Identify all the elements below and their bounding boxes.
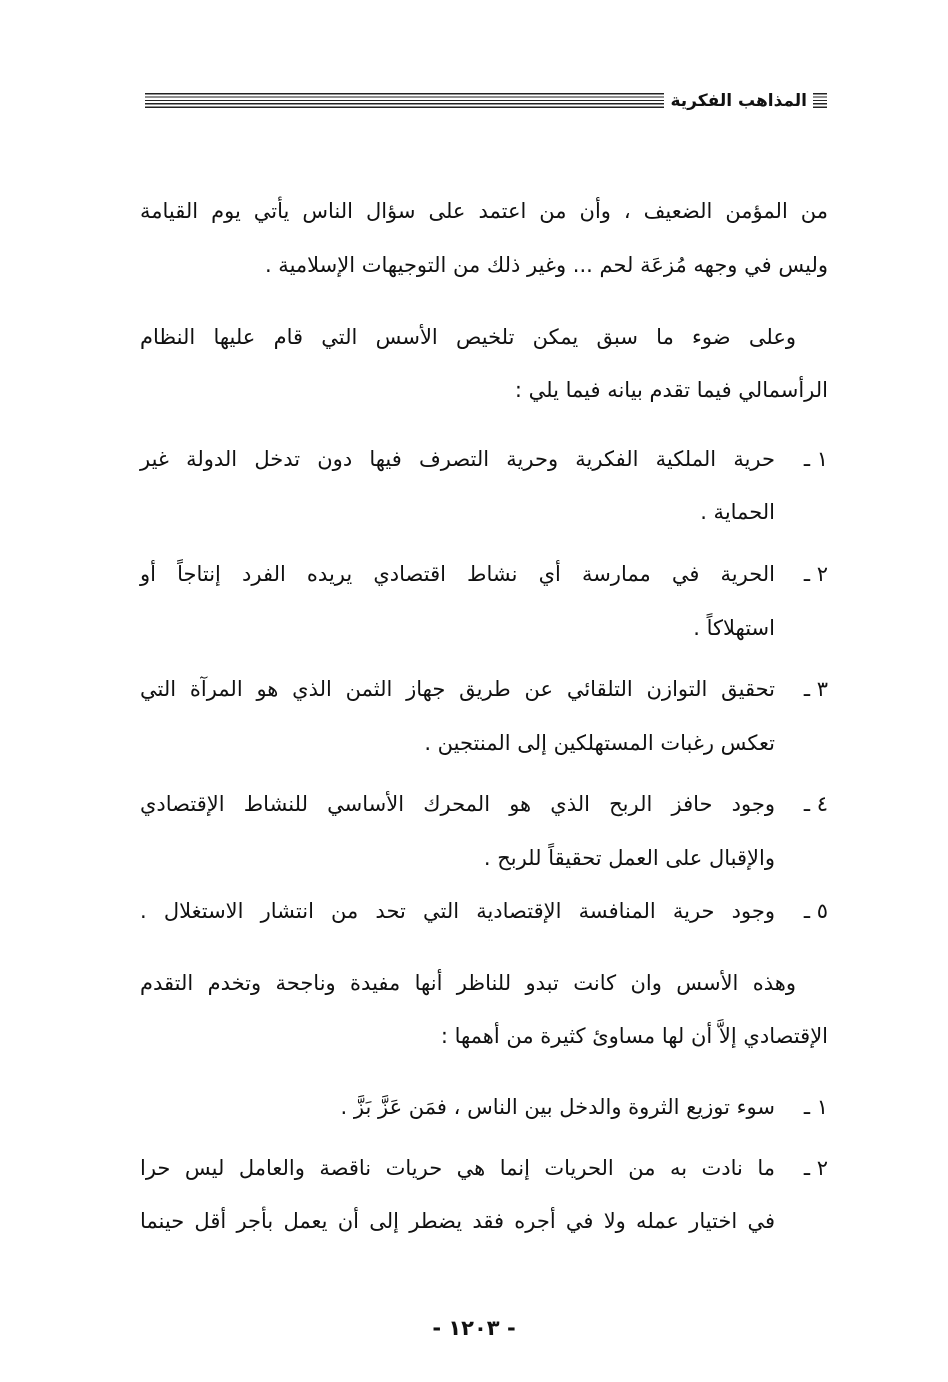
paragraph-1-line-1: من المؤمن الضعيف ، وأن من اعتمد على سؤال الناس يأتي يوم القيامة [140, 199, 828, 223]
list-item-line-2: استهلاكاً . [693, 616, 775, 640]
paragraph-3-line-1: وهذه الأسس وان كانت تبدو للناظر أنها مفيدة وناجحة وتخدم التقدم [140, 971, 796, 995]
list-item-number: ٢ ـ [803, 562, 828, 586]
paragraph-1-line-2: وليس في وجهه مُزعَة لحم ... وغير ذلك من التوجيهات الإسلامية . [264, 253, 828, 277]
list-item-line-2: والإقبال على العمل تحقيقاً للربح . [483, 846, 775, 870]
list-item-line-1: حرية الملكية الفكرية وحرية التصرف فيها دون تدخل الدولة غير [140, 447, 775, 471]
paragraph-3-line-2: الإقتصادي إلاَّ أن لها مساوئ كثيرة من أهمها : [440, 1024, 828, 1048]
list-item-line-2: تعكس رغبات المستهلكين إلى المنتجين . [424, 731, 775, 755]
list-item-line-1: وجود حافز الربح الذي هو المحرك الأساسي للنشاط الإقتصادي [140, 792, 775, 816]
list-item-number: ٣ ـ [803, 677, 828, 701]
list-item-number: ٢ ـ [803, 1156, 828, 1180]
list-item-line-1: وجود حرية المنافسة الإقتصادية التي تحد من انتشار الاستغلال . [140, 899, 775, 923]
list-item-line-1: تحقيق التوازن التلقائي عن طريق جهاز الثمن الذي هو المرآة التي [140, 677, 775, 701]
list-item-line-1: ما نادت به من الحريات إنما هي حريات ناقصة والعامل ليس حرا [140, 1156, 775, 1180]
list-item-line-2: الحماية . [700, 500, 775, 524]
paragraph-2-line-2: الرأسمالي فيما تقدم بيانه فيما يلي : [514, 378, 828, 402]
list-item-number: ١ ـ [803, 447, 828, 471]
list-item-number: ١ ـ [803, 1095, 828, 1119]
page-number: - ١٢٠٣ - [432, 1316, 516, 1340]
paragraph-2-line-1: وعلى ضوء ما سبق يمكن تلخيص الأسس التي قام عليها النظام [140, 325, 796, 349]
running-header-title: المذاهب الفكرية [670, 91, 807, 111]
list-item-line-1: سوء توزيع الثروة والدخل بين الناس ، فمَن عَزَّ بَزَّ . [340, 1095, 775, 1119]
list-item-line-2: في اختيار عمله ولا في أجره فقد يضطر إلى أن يعمل بأجر أقل حينما [140, 1209, 775, 1233]
list-item-number: ٤ ـ [803, 792, 828, 816]
list-item-number: ٥ ـ [803, 899, 828, 923]
list-item-line-1: الحرية في ممارسة أي نشاط اقتصادي يريده الفرد إنتاجاً أو [140, 562, 775, 586]
